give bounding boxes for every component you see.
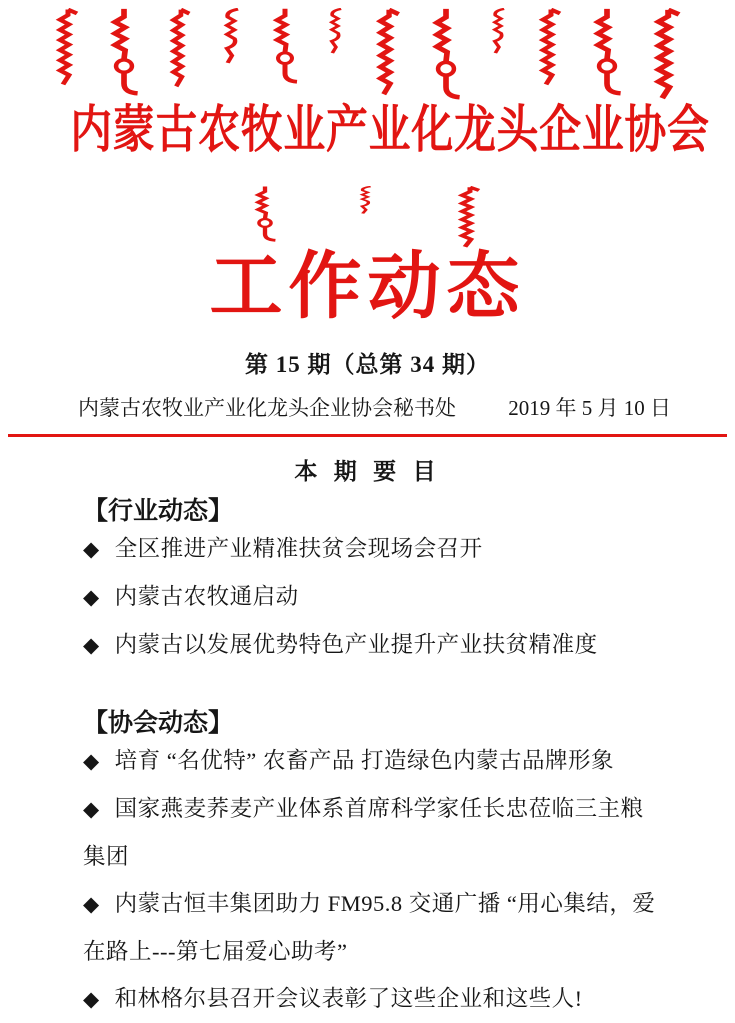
- toc-item: [83, 737, 665, 785]
- toc-item: [83, 525, 665, 573]
- bullet-diamond-icon: ◆: [83, 749, 100, 773]
- bullet-diamond-icon: ◆: [83, 537, 100, 561]
- bullet-diamond-icon: ◆: [83, 892, 100, 916]
- toc-heading: 本 期 要 目: [294, 458, 441, 484]
- org-name-title: [0, 100, 735, 162]
- mongolian-word-icon: [454, 186, 484, 248]
- mongolian-script-top-row: [52, 8, 685, 100]
- mongolian-word-icon: [325, 8, 347, 54]
- mongolian-script-mid-row: [0, 186, 735, 248]
- mongolian-word-icon: [429, 8, 463, 100]
- mongolian-word-icon: [166, 8, 194, 88]
- mongolian-word-icon: [356, 186, 376, 214]
- publisher-row: [78, 396, 671, 420]
- toc-item-text: 国家燕麦荞麦产业体系首席科学家任长忠莅临三主粮集团: [83, 796, 644, 869]
- toc-item-text: 培育 “名优特” 农畜产品 打造绿色内蒙古品牌形象: [114, 748, 615, 773]
- newsletter-page: [0, 8, 735, 1011]
- toc-item: [83, 573, 665, 621]
- mongolian-word-icon: [52, 8, 82, 86]
- bullet-diamond-icon: ◆: [83, 987, 100, 1011]
- toc-item-text: 内蒙古恒丰集团助力 FM95.8 交通广播 “用心集结，爱在路上---第七届爱心助考”: [83, 891, 656, 964]
- toc-item-text: 内蒙古以发展优势特色产业提升产业扶贫精准度: [114, 632, 598, 657]
- toc-item-text: 全区推进产业精准扶贫会现场会召开: [114, 536, 483, 561]
- toc-item: [83, 975, 665, 1023]
- mongolian-word-icon: [107, 8, 141, 96]
- mongolian-word-icon: [535, 8, 565, 86]
- toc-item: [83, 621, 665, 669]
- mongolian-word-icon: [372, 8, 404, 96]
- mongolian-word-icon: [270, 8, 300, 84]
- toc-item-text: 内蒙古农牧通启动: [114, 584, 299, 609]
- toc-item: [83, 880, 665, 975]
- divider-rule: [8, 434, 727, 437]
- section-title-association: 【协会动态】: [83, 709, 234, 737]
- publisher-name: 内蒙古农牧业产业化龙头企业协会秘书处: [78, 396, 456, 420]
- issue-number: 第 15 期（总第 34 期）: [245, 352, 490, 377]
- bullet-diamond-icon: ◆: [83, 585, 100, 609]
- bullet-diamond-icon: ◆: [83, 797, 100, 821]
- toc-item-text: 和林格尔县召开会议表彰了这些企业和这些人!: [114, 986, 583, 1011]
- mongolian-word-icon: [219, 8, 245, 64]
- org-name-text: 内蒙古农牧业产业化龙头企业协会: [70, 103, 710, 159]
- toc: [83, 497, 679, 1023]
- mongolian-word-icon: [488, 8, 510, 54]
- section-title-industry: 【行业动态】: [83, 497, 234, 525]
- toc-item: [83, 785, 665, 880]
- publish-date: 2019 年 5 月 10 日: [508, 396, 671, 420]
- bullet-diamond-icon: ◆: [83, 633, 100, 657]
- bulletin-title: 工作动态: [209, 246, 526, 327]
- mongolian-word-icon: [252, 186, 278, 242]
- mongolian-word-icon: [649, 8, 685, 100]
- mongolian-word-icon: [590, 8, 624, 96]
